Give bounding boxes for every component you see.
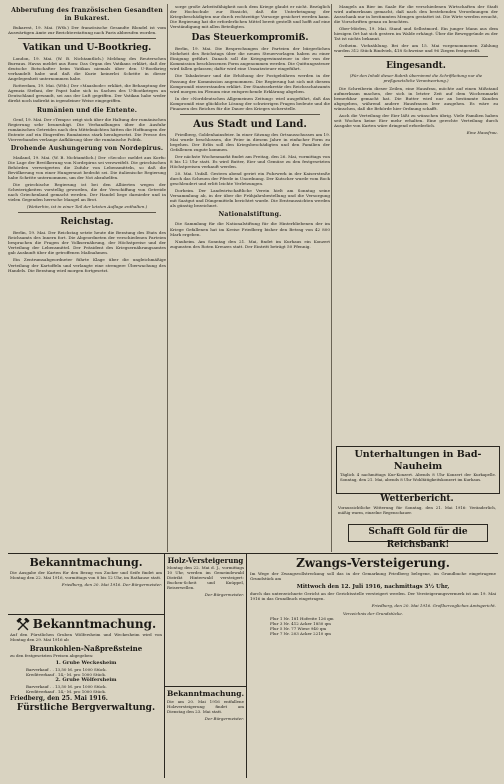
price-line: Barverkauf . . 13,50 M. pro 1000 Stück. — [26, 667, 107, 672]
article-text: Mailand, 19. Mai. (W. B. Nichtamtlich.) Der »Secolo« meldet aus Korfu: Die Lage der Bevölkerung von Nordepirus sei verzweifelt. Die griechischen Behörden verweigerten die Zufuhr von Lebensmitteln, so daß die Bevölkerung von einer Hungersnot bedroht sei. Die italienische Regierung habe Schritte unternommen, um der Not abzuhelfen. — [8, 154, 166, 180]
editor-note: (Für den Inhalt dieser Rubrik übernimmt die Schriftleitung nur die preßgesetzliche Verantwortung.) — [349, 73, 483, 84]
grube-2-title: 2. Grube Wölfersheim — [55, 677, 117, 683]
headline-wetter: Wetterbericht. — [380, 494, 454, 504]
ad-signature: Der Bürgermeister. — [204, 716, 244, 721]
headline-steuerkompromiss: Das Steuerkompromiß. — [191, 33, 309, 44]
headline-nordepirus: Drohende Aushungerung von Nordepirus. — [10, 144, 164, 152]
reichsbank-title: Schafft Gold für die Reichsbank! — [368, 527, 468, 550]
ad-text: Die am 20. Mai 1916 entfallene Holzversteigerung findet am Dienstag den 23. Mai statt. — [167, 699, 244, 714]
ad-bergverwaltung — [10, 617, 162, 780]
auction-date: Mittwoch den 12. Juli 1916, nachmittags 3½ Uhr, — [296, 584, 450, 590]
article-text: Ein Zentrumsabgeordneter führte Klage über die ungleichmäßige Verteilung der Kartoffeln und verlangte eine strengere Überwachung des Handels. Die Beratung wird morgen fortgesetzt. — [8, 257, 166, 273]
parcel-row: Flur 7 Nr. 203 Acker 2210 qm — [270, 631, 331, 636]
ad-title: Bekanntmachung. — [167, 689, 244, 698]
article-text: Dorheim. Der Landwirtschaftliche Verein hielt am Sonntag seine Versammlung ab, in der über die Frühjahrsbestellung und die Versorgung mit Saatgut und Düngemitteln berichtet wurde. Die Ernteaussichten werden als günstig bezeichnet. — [170, 188, 330, 209]
article-text: Berlin, 19. Mai. Die Besprechungen der Parteien der bürgerlichen Mehrheit des Reichstags über die neuen Steuervorlagen haben zu einer Einigung geführt. Danach soll die Kriegsgewinnsteuer in der von der Kommission beschlossenen Form angenommen werden. Die Quittungssteuer wird fallen gelassen; dafür wird eine Umsatzsteuer eingeführt. — [170, 46, 330, 72]
nauheim-title: Unterhaltungen in Bad-Nauheim — [354, 449, 482, 472]
ad-bekanntmachung-2 — [167, 689, 244, 779]
headline-stadt-land: Aus Stadt und Land. — [193, 118, 307, 130]
article-text: Ostheim. Viehzählung. Bei der am 15. Mai vorgenommenen Zählung wurden 312 Stück Rindvieh, 418 Schweine und 96 Ziegen festgestellt. — [334, 43, 498, 54]
article-text: Auch die Verteilung der Eier läßt zu wünschen übrig. Viele Familien haben seit Wochen keine Eier mehr erhalten. Eine gerechte Verteilung durch Ausgabe von Karten wäre dringend erforderlich. — [334, 113, 498, 129]
ad-signature: Fürstliche Bergverwaltung. — [16, 703, 156, 713]
reichsbank-box — [348, 524, 488, 550]
ad-holz — [167, 556, 244, 684]
article-text: sorge große Arbeitsfähigkeit noch dem Kriege glaubt er nicht. Bezüglich der Hochschule zur Einsicht, daß die Unterbringung der Kriegsbeschädigten nur durch rechtzeitige Vorsorge gesichert werden kann. Die Regierung hat die erforderlichen Mittel bereit gestellt und hofft auf eine Verständigung mit allen Beteiligten. — [170, 4, 330, 30]
article-text: Bukarest, 19. Mai. (Wtb.) Der französische Gesandte Blondel ist vom Auswärtigen Amte zur Berichterstattung nach Paris abberufen worden. — [8, 25, 166, 36]
headline-nationalstiftung: Nationalstiftung. — [218, 211, 282, 219]
article-text: Die Schreiberin dieser Zeilen, eine Hausfrau, möchte auf einen Mißstand aufmerksam machen, der sich in letzter Zeit auf dem Wochenmarkt bemerkbar gemacht hat. Die Butter wird nur an bestimmte Kunden abgegeben, während andere Hausfrauen leer ausgehen. Es wäre zu wünschen, daß die Behörde hier Ordnung schafft. — [334, 86, 498, 112]
ad-text: Auf den Fürstlichen Gruben Wölfersheim und Weckesheim wird von Montag den 29. Mai 1916 ab — [10, 632, 162, 642]
ad-text: Montag den 22. Mai d. J., vormittags 10 Uhr, werden im Gemeindewald Distrikt Hinterwald versteigert: Buchen-Scheit und Knüppel, Reiserwellen. — [167, 565, 244, 590]
article-text: Die Sammlung für die Nationalstiftung für die Hinterbliebenen der im Kriege Gefallenen hat im Kreise Friedberg bisher den Betrag von 42 800 Mark ergeben. — [170, 221, 330, 237]
article-text: In der »Norddeutschen Allgemeinen Zeitung« wird ausgeführt, daß das Kompromiß eine glückliche Lösung der schwierigen Fragen bedeute und die Finanzen des Reiches für die Dauer des Krieges sicherstelle. — [170, 95, 330, 111]
nauheim-text: Täglich 4 nachmittags Kur-Konzert. Abends 8 Uhr Konzert der Kurkapelle. Sonntag, den 21. Mai, abends 8 Uhr Wohltätigkeitskonzert im Kurhaus. — [340, 472, 496, 482]
ad-title: Bekanntmachung. — [32, 617, 157, 631]
headline-eingesandt: Eingesandt. — [386, 61, 446, 72]
parcel-row: Flur 5 Nr. 77 Wiese 940 qm — [270, 626, 327, 631]
column-1 — [8, 4, 166, 614]
headline-reichstag: Reichstag. — [60, 217, 114, 228]
parcel-row: Flur 1 Nr. 181 Hofreite 126 qm — [270, 616, 334, 621]
article-text: Der nächste Wochenmarkt findet am Freitag, den 26. Mai, vormittags von 8 bis 12 Uhr statt. Es wird Butter, Eier und Gemüse zu den festgesetzten Höchstpreisen verkauft werden. — [170, 153, 330, 170]
ad-text: zu den festgesetzten Preisen abgegeben: — [10, 653, 94, 658]
price-line: Kreditverkauf . 14,- M. pro 1000 Stück. — [26, 672, 107, 677]
article-text: Genf, 19. Mai. Der »Temps« zeigt sich über die Haltung der rumänischen Regierung sehr beunruhigt. Die Verhandlungen über die Ausfuhr rumänischen Getreides nach den Mittelmächten hätten die Hoffnungen der Entente auf ein Eingreifen Rumäniens stark herabgesetzt. Die Presse des Vierverbandes verlange Aufklärung über die rumänische Politik. — [8, 116, 166, 142]
article-text: Die Tabaksteuer und die Erhöhung der Postgebühren werden in der Fassung der Kommission angenommen. Die Regierung hat sich mit diesem Kompromiß einverstanden erklärt. Der Staatssekretär des Reichsschatzamts wird morgen im Plenum eine entsprechende Erklärung abgeben. — [170, 73, 330, 94]
grube-1-title: 1. Grube Weckesheim — [55, 660, 117, 666]
edition-note: (Weiterhin, ist in einer Teil der letzten Auflage enthalten.) — [26, 204, 148, 210]
headline-vatikan: Vatikan und U-Bootkrieg. — [22, 43, 152, 54]
article-text: Ober-Mörlen, 19. Mai. Stand und Selbstmord. Ein junger Mann aus dem hiesigen Ort hat sich gestern im Walde erhängt. Über die Beweggründe zu der Tat ist nichts bekannt. — [334, 26, 498, 42]
ad-signature: Friedberg, den 20. Mai 1916. Der Bürgermeister. — [61, 582, 162, 587]
ad-signature: Friedberg, den 20. Mai 1916. Großherzogliches Amtsgericht. — [371, 603, 496, 608]
parcel-row: Flur 3 Nr. 412 Acker 1850 qm — [270, 621, 331, 626]
article-text: London, 19. Mai. (W. B. Nichtamtlich.) Meldung des Reuterschen Bureaus. Havas meldet aus Rom: Das Organ des Vatikans erklärt, daß der deutsche Botschafter beim Vatikan niemals über den U-Bootkrieg verhandelt habe und daß die Kurie keinerlei Schritte in dieser Angelegenheit unternommen habe. — [8, 56, 166, 82]
article-text: 20. Mai. Unfall. Gestern abend geriet ein Fuhrwerk in der Kaiserstraße durch das Scheuen der Pferde in Unordnung. Der Kutscher wurde vom Bock geschleudert und erlitt leichte Verletzungen. — [170, 171, 330, 187]
article-text: Berlin, 19. Mai. Der Reichstag setzte heute die Beratung des Etats des Reichsamts des Innern fort. Die Abgeordneten der verschiedenen Parteien besprachen die Fragen der Volksernährung, der Höchstpreise und der Verteilung der Lebensmittel. Der Präsident des Kriegsernährungsamtes gab Auskunft über die getroffenen Maßnahmen. — [8, 230, 166, 256]
headline-bukarest: Abberufung des französischen Gesandten in Bukarest. — [11, 7, 163, 22]
nauheim-box — [336, 446, 500, 494]
table-title: Verzeichnis der Grundstücke. — [342, 611, 404, 616]
parcel-list — [250, 616, 496, 636]
headline-rumaenien: Rumänien und die Entente. — [36, 106, 138, 114]
ad-title: Bekanntmachung. — [29, 556, 143, 569]
ad-subtitle: Braunkohlen-Naßpreßsteine — [29, 644, 143, 653]
ad-text: Die Ausgabe der Karten für den Bezug von Zucker und Seife findet am Montag den 22. Mai 1916, vormittags von 8 bis 12 Uhr, im Rathause statt. — [10, 570, 162, 580]
article-text: Mangels an Bier im Saale für die verschiedenen Wirtschaften der Stadt wird aufmerksam gemacht, daß nach den bestehenden Verordnungen der Ausschank nur in bestimmten Mengen gestattet ist. Die Wirte werden ersucht, die Vorschriften genau zu beachten. — [334, 4, 498, 25]
column-2 — [170, 4, 330, 552]
ad-title: Zwangs-Versteigerung. — [296, 556, 450, 570]
article-text: Rotterdam, 19. Mai. (Wtb.) Der »Maasbode« erklärt, die Behauptung der Agenzia Stefani, der Papst habe sich in Sachen des U-Bootkrieges an Deutschland gewandt, sei aus der Luft gegriffen. Der Vatikan habe weder direkt noch indirekt in irgendeiner Weise eingegriffen. — [8, 83, 166, 104]
ad-zucker — [10, 556, 162, 612]
signature: Eine Hausfrau. — [466, 130, 498, 136]
ad-text: Im Wege der Zwangsvollstreckung soll das in der Gemarkung Friedberg belegene, im Grundbuche eingetragene Grundstück am — [250, 571, 496, 581]
ad-signature: Der Bürgermeister. — [204, 592, 244, 597]
article-text: Friedberg, Goldenhainsfeier. In einer Sitzung des Ortsausschusses am 19. Mai wurde beschlossen, die Feier in diesem Jahre in einfacher Form zu begehen. Der Erlös soll den Kriegsbeschädigten und den Familien der Gefallenen zugute kommen. — [170, 131, 330, 152]
ad-zwangsversteigerung — [250, 556, 496, 780]
price-line: Kreditverkauf . 14,- M. pro 1000 Stück. — [26, 689, 107, 694]
crossed-hammers-icon — [16, 618, 30, 632]
ad-text: durch das unterzeichnete Gericht an der Gerichtsstelle versteigert werden. Der Versteigerungsvermerk ist am 19. Mai 1916 in das Grundbuch eingetragen. — [250, 591, 496, 601]
article-text: Nauheim. Am Sonntag den 21. Mai, findet im Kurhaus ein Konzert zugunsten des Roten Kreuzes statt. Der Eintritt beträgt 50 Pfennig. — [170, 238, 330, 249]
ad-title: Holz-Versteigerung — [167, 556, 244, 565]
ad-date: Friedberg, den 25. Mai 1916. — [10, 695, 108, 702]
price-line: Barverkauf . . 13,50 M. pro 1000 Stück. — [26, 684, 107, 689]
wetter-text: Voraussichtliche Witterung für Sonntag, den 21. Mai 1916: Veränderlich, mäßig warm, einzelne Regenschauer. — [338, 505, 496, 515]
article-text: Die griechische Regierung ist bei den Alliierten wegen der Schwierigkeiten vorstellig geworden, die der Verschiffung von Getreide nach Griechenland gemacht werden. Der Handel liege darnieder und in vielen Gegenden herrsche Mangel an Brot. — [8, 181, 166, 203]
